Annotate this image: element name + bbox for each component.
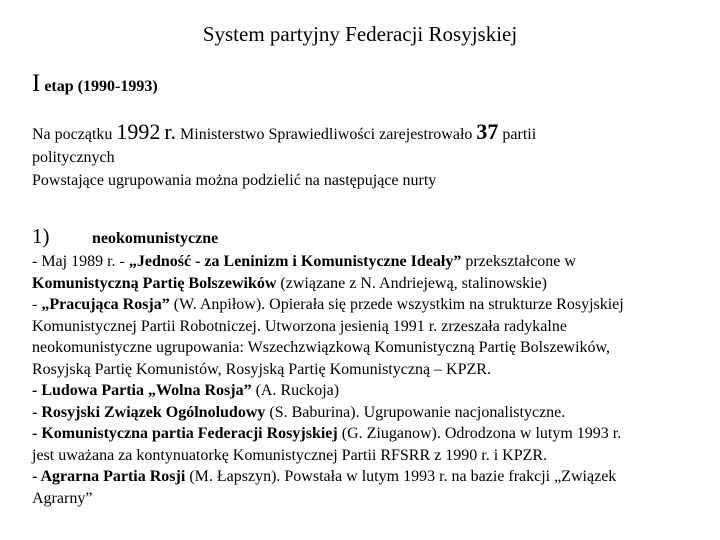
intro-line-1 (32, 120, 682, 146)
intro-count: 37 (476, 119, 499, 144)
text-span: - (32, 296, 42, 313)
party-name: Komunistyczną Partię Bolszewików (32, 274, 277, 292)
body-line (32, 273, 700, 295)
text-span: (M. Łapszyn). Powstała w lutym 1993 r. na bazie frakcji „Związek (185, 468, 617, 485)
intro-year: 1992 (116, 119, 161, 144)
body-line (32, 251, 700, 273)
body-line: Komunistycznej Partii Robotniczej. Utworzona jesienią 1991 r. zrzeszała radykalne (32, 317, 567, 335)
text-span: - Maj 1989 r. - (32, 253, 129, 270)
text-span: (W. Anpiłow). Opierała się przede wszystkim na strukturze Rosyjskiej (169, 296, 624, 313)
intro-line-2: politycznych (32, 149, 115, 166)
body-line (32, 380, 700, 402)
body-line (32, 402, 700, 424)
intro-r: r. (164, 119, 177, 144)
text-span: (S. Baburina). Ugrupowanie nacjonalistyczne. (265, 403, 566, 421)
party-name: „Jedność - za Leninizm i Komunistyczne Ideały” (128, 253, 462, 270)
intro-paragraph (32, 120, 682, 192)
stage-years: (1990-1993) (77, 78, 158, 95)
party-name: „Pracująca Rosja” (41, 296, 170, 313)
section-label: neokomunistyczne (92, 230, 219, 247)
stage-label: etap (44, 78, 74, 95)
body-line: Agrarny” (32, 489, 93, 507)
text-span: (G. Ziuganow). Odrodzona w lutym 1993 r. (337, 425, 622, 442)
party-name: - Komunistyczna partia Federacji Rosyjskiej (32, 425, 338, 442)
slide-title: System partyjny Federacji Rosyjskiej (202, 22, 518, 46)
party-name: - Ludowa Partia „Wolna Rosja” (32, 382, 252, 399)
intro-line-3: Powstające ugrupowania można podzielić na następujące nurty (32, 172, 437, 189)
body-line: Rosyjską Partię Komunistów, Rosyjską Partię Komunistyczną – KPZR. (32, 360, 491, 378)
stage-heading (32, 70, 158, 98)
text-span: przekształcone w (461, 253, 576, 270)
intro-prefix: Na początku (32, 126, 113, 143)
body-line (32, 294, 700, 316)
stage-number: I (32, 70, 41, 97)
body-line (32, 466, 700, 488)
text-span: (związane z N. Andriejewą, stalinowskie) (276, 274, 547, 292)
intro-mid: Ministerstwo Sprawiedliwości zarejestrowało (180, 126, 473, 143)
body-line: neokomunistyczne ugrupowania: Wszechzwiązkową Komunistyczną Partię Bolszewików, (32, 339, 611, 356)
section-heading (32, 224, 218, 249)
text-span: (A. Ruckoja) (251, 382, 340, 399)
party-name: - Rosyjski Związek Ogólnoludowy (32, 403, 266, 421)
body-text (32, 251, 700, 509)
party-name: - Agrarna Partia Rosji (32, 468, 186, 485)
intro-suffix: partii (502, 126, 537, 143)
body-line: jest uważana za kontynuatorkę Komunistycznej Partii RFSRR z 1990 r. i KPZR. (32, 446, 548, 464)
body-line (32, 423, 700, 445)
section-number: 1) (32, 224, 50, 248)
